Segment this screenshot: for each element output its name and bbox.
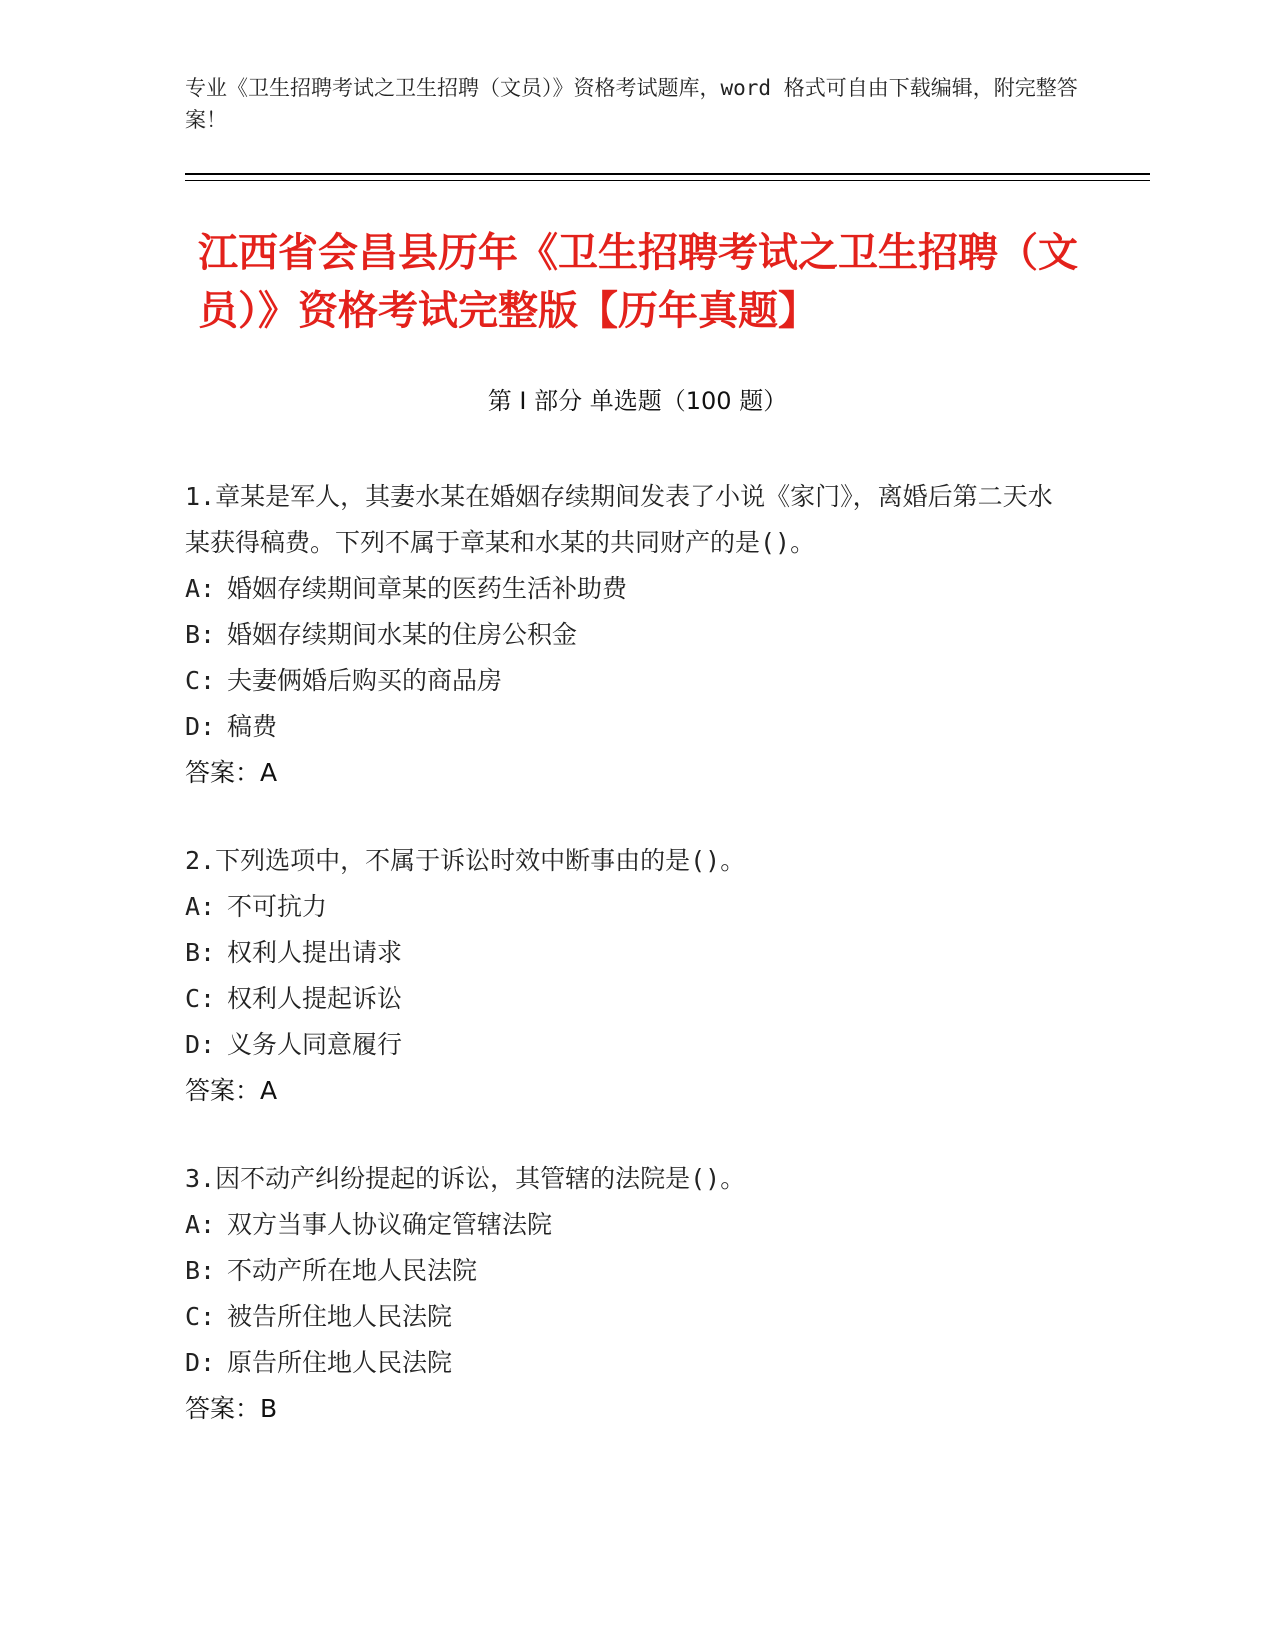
option-text: 夫妻俩婚后购买的商品房 [227,666,503,695]
question-spacer [185,796,1065,838]
option-text: 婚姻存续期间水某的住房公积金 [227,620,578,649]
option-a [185,884,1065,930]
question-stem: 2.下列选项中，不属于诉讼时效中断事由的是()。 [185,846,746,875]
option-text: 权利人提出请求 [227,938,403,967]
option-c [185,1294,1065,1340]
header-rule-thin [185,180,1150,181]
option-d [185,1340,1065,1386]
question-2 [185,838,1065,1114]
header-note: 专业《卫生招聘考试之卫生招聘（文员）》资格考试题库，word 格式可自由下载编辑，附完整答案！ [185,76,1078,132]
option-b [185,1248,1065,1294]
question-3 [185,1156,1065,1432]
question-1 [185,474,1065,796]
option-text: 稿费 [227,712,278,741]
option-text: 婚姻存续期间章某的医药生活补助费 [227,574,628,603]
option-text: 双方当事人协议确定管辖法院 [227,1210,553,1239]
question-spacer [185,1114,1065,1156]
option-c [185,976,1065,1022]
option-text: 权利人提起诉讼 [227,984,403,1013]
document-title: 江西省会昌县历年《卫生招聘考试之卫生招聘（文员）》资格考试完整版【历年真题】 [198,230,1078,334]
option-key: B: [185,938,216,967]
question-stem: 3.因不动产纠纷提起的诉讼，其管辖的法院是()。 [185,1164,746,1193]
question-list [185,474,1065,1432]
question-stem: 1.章某是军人，其妻水某在婚姻存续期间发表了小说《家门》，离婚后第二天水某获得稿费。下列不属于章某和水某的共同财产的是()。 [185,482,1053,557]
option-key: B: [185,620,216,649]
option-key: A: [185,1210,216,1239]
option-b [185,930,1065,976]
option-text: 不可抗力 [227,892,328,921]
header-rule-thick [185,173,1150,175]
option-key: D: [185,712,216,741]
option-d [185,704,1065,750]
option-text: 原告所住地人民法院 [227,1348,453,1377]
option-text: 义务人同意履行 [227,1030,403,1059]
option-a [185,566,1065,612]
option-key: A: [185,574,216,603]
option-key: B: [185,1256,216,1285]
option-text: 被告所住地人民法院 [227,1302,453,1331]
answer-line: 答案：A [185,1076,278,1105]
answer-line: 答案：A [185,758,278,787]
option-text: 不动产所在地人民法院 [227,1256,478,1285]
option-key: C: [185,984,216,1013]
option-a [185,1202,1065,1248]
option-key: C: [185,1302,216,1331]
option-key: A: [185,892,216,921]
option-key: C: [185,666,216,695]
option-d [185,1022,1065,1068]
option-b [185,612,1065,658]
option-key: D: [185,1348,216,1377]
section-title: 第 I 部分 单选题（100 题） [487,387,788,415]
option-c [185,658,1065,704]
answer-line: 答案：B [185,1394,278,1423]
option-key: D: [185,1030,216,1059]
